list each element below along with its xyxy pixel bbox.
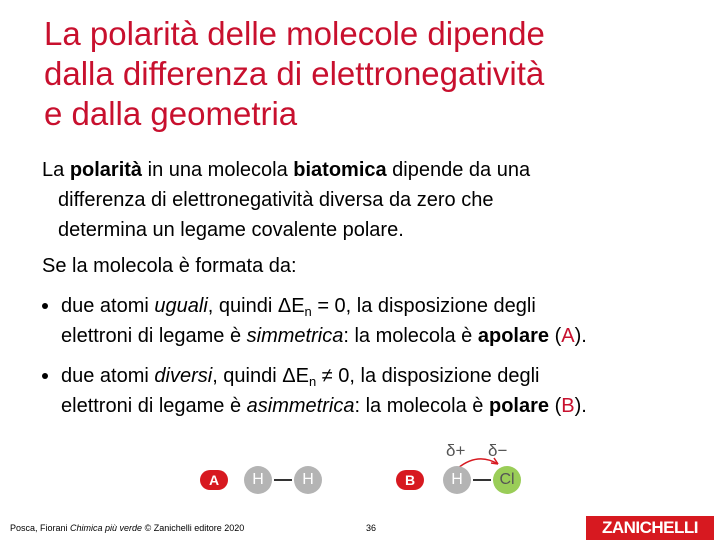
paragraph-line-2: differenza di elettronegatività diversa da zero che xyxy=(58,189,494,211)
title-line-3: e dalla geometria xyxy=(44,95,298,132)
chlorine-atom: Cl xyxy=(493,466,521,494)
delta-plus-label: δ+ xyxy=(446,441,466,460)
figure-ref-letter: A xyxy=(561,325,575,347)
text-run: : la molecola è xyxy=(343,325,478,347)
footer-credit xyxy=(10,523,244,533)
text-run: © Zanichelli editore 2020 xyxy=(142,523,245,533)
text-run: La xyxy=(42,159,70,181)
hydrogen-atom: H xyxy=(244,466,272,494)
figure-ref-letter: B xyxy=(561,395,575,417)
text-run: due atomi xyxy=(61,365,155,387)
text-run: , quindi ΔE xyxy=(212,365,309,387)
bold-term-biatomica: biatomica xyxy=(293,159,387,181)
italic-term: asimmetrica xyxy=(246,395,355,417)
bold-term: apolare xyxy=(477,325,550,347)
title-line-2: dalla differenza di elettronegatività xyxy=(44,55,545,92)
bullet-dot xyxy=(42,373,48,379)
figure-b-badge: B xyxy=(396,470,424,490)
bullet-item-apolar xyxy=(42,291,702,351)
paragraph-line-1 xyxy=(42,155,692,185)
text-run: elettroni di legame è xyxy=(61,325,247,347)
text-run: : la molecola è xyxy=(354,395,489,417)
italic-term: simmetrica xyxy=(246,325,344,347)
paragraph-line-3: determina un legame covalente polare. xyxy=(58,219,404,241)
bullet-dot xyxy=(42,303,48,309)
bullet-line-2 xyxy=(42,391,702,421)
bullet-line-2 xyxy=(42,321,702,351)
subscript: n xyxy=(304,304,312,319)
italic-term: diversi xyxy=(154,365,213,387)
text-run: due atomi xyxy=(61,295,155,317)
text-run: elettroni di legame è xyxy=(61,395,247,417)
page-number: 36 xyxy=(366,523,377,533)
bullet-line-1 xyxy=(42,361,702,391)
text-run: ( xyxy=(549,395,562,417)
text-run: in una molecola xyxy=(142,159,294,181)
single-bond xyxy=(473,479,491,481)
bold-term: polare xyxy=(488,395,550,417)
book-title: Chimica più verde xyxy=(70,523,143,533)
subscript: n xyxy=(308,374,317,389)
text-run: dipende da una xyxy=(386,159,531,181)
slide-title xyxy=(44,14,704,134)
bullet-line-1 xyxy=(42,291,702,321)
figure-a-badge: A xyxy=(200,470,228,490)
text-run: ≠ 0, la disposizione degli xyxy=(316,365,540,387)
bullet-item-polar xyxy=(42,361,702,421)
text-run: = 0, la disposizione degli xyxy=(311,295,536,317)
text-run: , quindi ΔE xyxy=(207,295,305,317)
text-run: Posca, Fiorani xyxy=(10,523,71,533)
logo-text: ZANICHELLI xyxy=(601,518,699,537)
text-run: ( xyxy=(549,325,562,347)
title-line-1: La polarità delle molecole dipende xyxy=(44,15,545,52)
text-run: ). xyxy=(574,395,587,417)
bold-term-polarita: polarità xyxy=(69,159,143,181)
hydrogen-atom: H xyxy=(443,466,471,494)
hydrogen-atom: H xyxy=(294,466,322,494)
list-intro: Se la molecola è formata da: xyxy=(42,255,297,277)
single-bond xyxy=(274,479,292,481)
text-run: ). xyxy=(574,325,587,347)
publisher-logo xyxy=(586,516,714,540)
italic-term: uguali xyxy=(154,295,208,317)
intro-paragraph xyxy=(42,155,692,245)
delta-minus-label: δ− xyxy=(488,441,508,460)
